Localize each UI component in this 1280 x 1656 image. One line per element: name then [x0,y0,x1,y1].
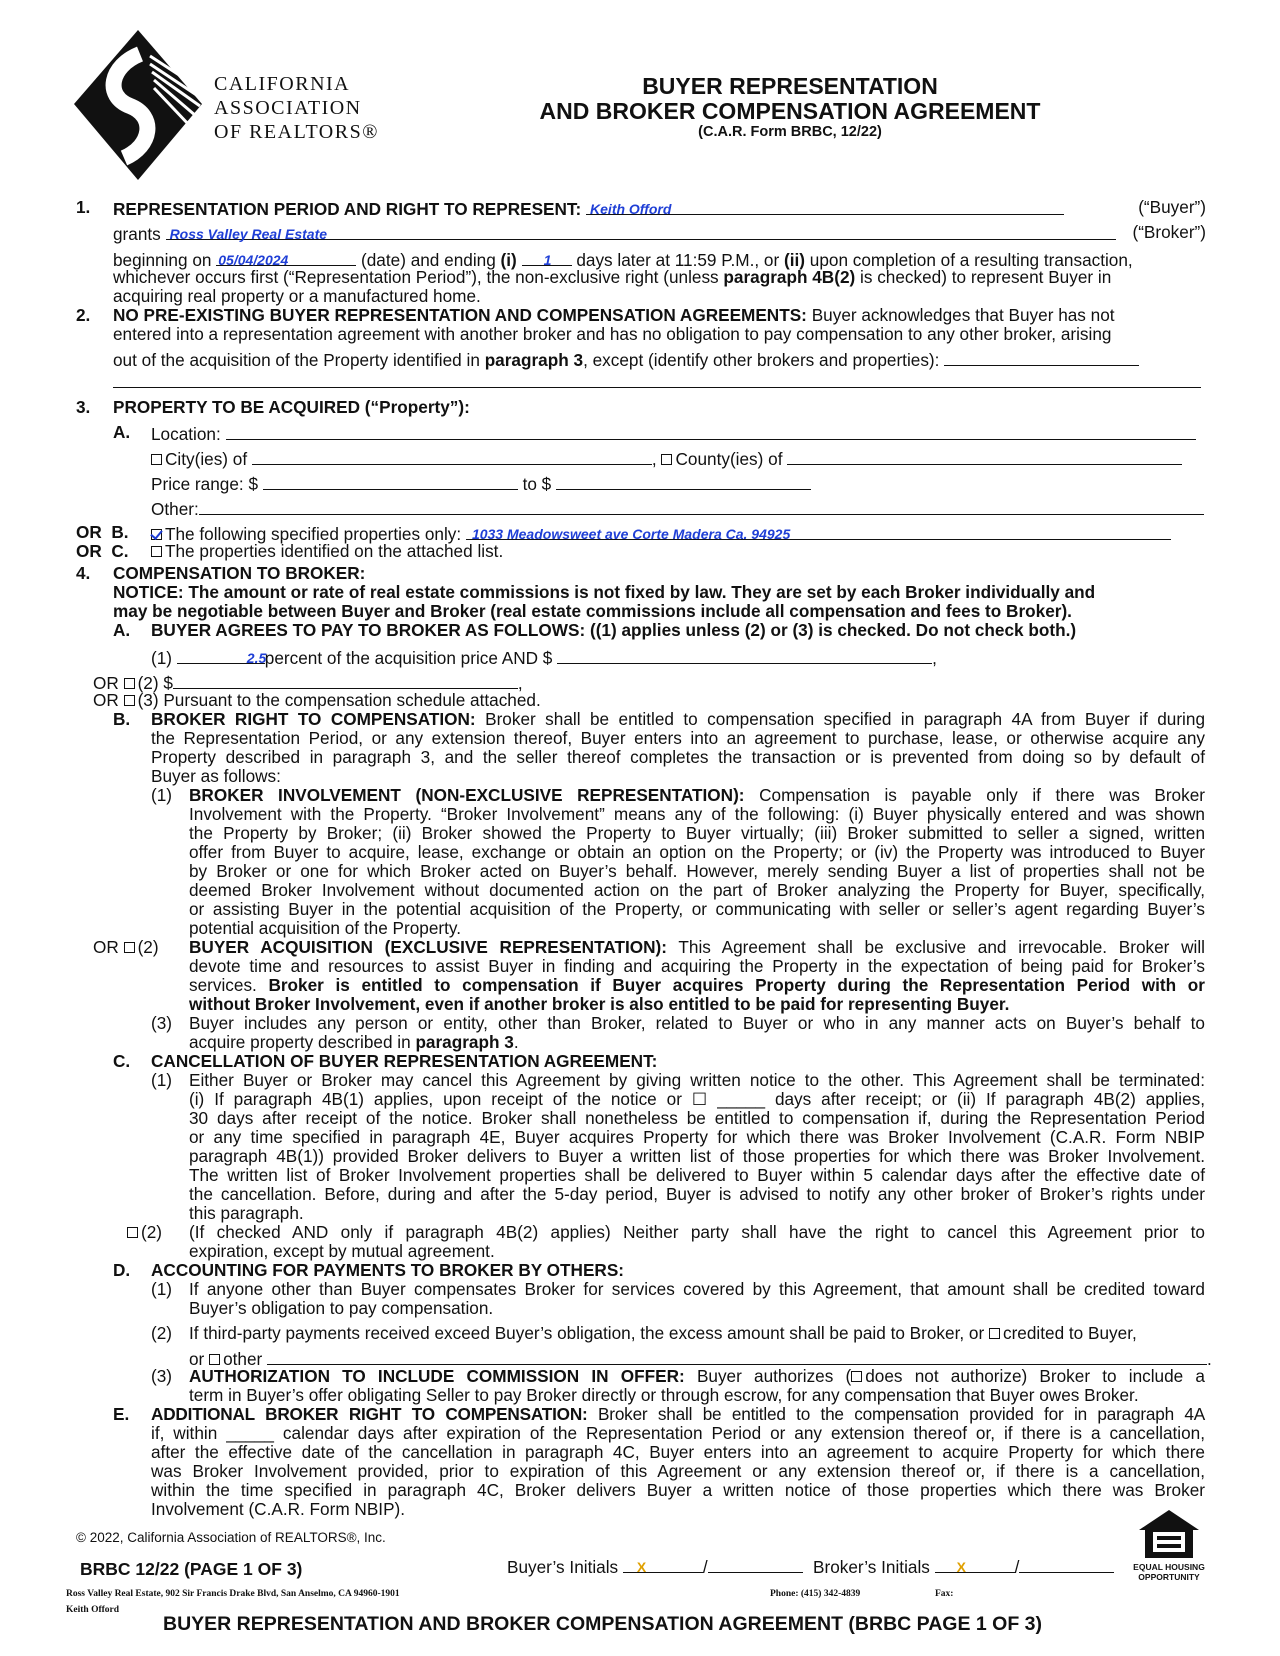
sub-4b1-number: (1) [151,785,173,805]
price-row [151,473,811,494]
option-2-label: (2) $ [137,673,173,693]
office-address: Ross Valley Real Estate, 902 Sir Francis Drake Blvd, San Anselmo, CA 94960-1901 [66,1589,400,1599]
specified-properties-field[interactable] [466,523,1171,540]
compensation-2-row: OR (2) $ , [93,673,523,693]
credited-to-buyer-checkbox[interactable] [989,1328,1000,1339]
buyer-name-value: Keith Offord [590,201,672,217]
attached-list-checkbox[interactable] [151,546,162,557]
date-ending-label: (date) and ending [361,250,496,270]
sub-4c1-line-1: Either Buyer or Broker may cancel this Agreement by giving written notice to the other. This Agreement shall be terminated: [189,1070,1205,1090]
or-label: OR [93,690,119,710]
buyer-initial-mark: X [636,1559,647,1575]
sub-4e-line-3: after the effective date of the cancellation in paragraph 4C, Buyer enters into an agreement to acquire Property for which there [151,1442,1205,1462]
section-3-number: 3. [76,397,91,417]
paragraph-ref: paragraph 4B(2) [723,267,856,287]
number: (2) [141,1222,163,1242]
sub-4b-line-2: the Representation Period, or any extension thereof, Buyer enters into an agreement to purchase, lease, or otherwise acquire any [151,728,1205,748]
text: Compensation is payable only if there was Broker [759,785,1205,805]
or-label: OR [76,522,102,542]
attached-list-label: The properties identified on the attached list. [165,541,504,561]
sub-c-label: C. [111,541,129,561]
bold-text: Broker is entitled to compensation if Buyer acquires Property during the Representation Period with or [268,975,1205,995]
copyright: © 2022, California Association of REALTORS®, Inc. [76,1530,386,1545]
or-label: OR [76,541,102,561]
broker-initials-field-2[interactable] [1019,1556,1114,1573]
sub-4c1-line-5: paragraph 4B(1)) provided Broker delivers to Buyer a written list of those properties for which there was Broker Involvement. [189,1146,1205,1166]
page-code: BRBC 12/22 (PAGE 1 OF 3) [80,1559,303,1579]
sub-4d2-line-2: or other . [189,1349,1212,1369]
option-1-label: (1) [151,648,173,668]
sub-4d2-number: (2) [151,1323,173,1343]
section-4-number: 4. [76,563,91,583]
days-later-label: days later at 11:59 P.M., or [576,250,780,270]
buyer-initials-label: Buyer’s Initials [507,1557,619,1577]
sub-4b1-line-8: potential acquisition of the Property. [189,918,461,938]
sub-4c1-line-3: 30 days after receipt of the notice. Broker shall nonetheless be entitled to compensation if, during the Representation Period [189,1108,1205,1128]
begin-date-field[interactable] [216,249,356,266]
sub-4e-line-5: within the time specified in paragraph 4C, Broker delivers Buyer a written notice of those properties which there was Broker [151,1480,1205,1500]
sub-4d-heading: ACCOUNTING FOR PAYMENTS TO BROKER BY OTHERS: [151,1260,625,1280]
sub-4c1-line-7: the cancellation. Before, during and after the 5-day period, Buyer is advised to notify any other broker of Broker’s rights under [189,1184,1205,1204]
or-b-label [76,523,129,542]
location-label: Location: [151,424,221,444]
option-2-checkbox[interactable] [124,678,135,689]
sub-4e-line-1 [151,1405,1205,1424]
sub-4b1-line-4: offer from Buyer to acquire, lease, exchange or obtain an option on the Property; or (iv) the Property was introduced to Buyer [189,842,1205,862]
notice-line-2: may be negotiable between Buyer and Broker (real estate commissions include all compensation and fees to Broker). [113,601,1072,621]
sub-4c1-line-4: or any time specified in paragraph 4E, Buyer acquires Property for which there was Broker Involvement (C.A.R. Form NBIP [189,1127,1205,1147]
title-line-1: BUYER REPRESENTATION [642,73,938,99]
buyer-initials-field-1[interactable] [623,1556,703,1573]
sub-4b-line-3: Property described in paragraph 3, and the seller thereof completes the transaction or is prevented from doing so by default of [151,747,1205,767]
buyer-initials-field-2[interactable] [708,1556,803,1573]
broker-initial-mark: X [956,1559,966,1575]
sub-4b-line-4: Buyer as follows: [151,766,281,786]
county-checkbox[interactable] [661,454,672,465]
sub-4c-label: C. [113,1051,131,1071]
sub-4d3-heading: AUTHORIZATION TO INCLUDE COMMISSION IN OFFER: [189,1366,685,1386]
days-later-field[interactable] [522,249,572,266]
sub-4b3-line-2: acquire property described in paragraph 3. [189,1032,519,1052]
sub-4b2-line-3 [189,976,1205,995]
sub-4d3-number: (3) [151,1366,173,1386]
text: Buyer acknowledges that Buyer has not [811,305,1115,325]
other-row [151,498,1204,519]
other-brokers-field[interactable] [944,349,1139,366]
sub-4b1-heading: BROKER INVOLVEMENT (NON-EXCLUSIVE REPRESENTATION): [189,785,745,805]
sub-4b-label: B. [113,709,131,729]
text: out of the acquisition of the Property identified in [113,350,480,370]
specified-properties-label: The following specified properties only: [165,524,462,544]
percent-field[interactable] [177,647,265,664]
agent-name: Keith Offord [66,1605,120,1615]
logo-text [214,72,379,144]
sub-4b1-line-2: Involvement with the Property. “Broker Involvement” means any of the following: (i) Buyer physically entered and was shown [189,804,1205,824]
section-1-line-4 [113,268,1111,287]
section-4-heading: COMPENSATION TO BROKER: [113,563,366,583]
broker-initials-label: Broker’s Initials [813,1557,930,1577]
price-min-field[interactable] [263,473,518,490]
sub-4b1-line-3: the Property by Broker; (ii) Broker showed the Property to Buyer virtually; (iii) Broker submitted to seller a signed, written [189,823,1205,843]
city-checkbox[interactable] [151,454,162,465]
section-1-heading: REPRESENTATION PERIOD AND RIGHT TO REPRESENT: [113,199,582,219]
text: other [223,1349,263,1369]
text: This Agreement shall be exclusive and irrevocable. Broker will [678,937,1205,957]
sub-4e-line-6: Involvement (C.A.R. Form NBIP). [151,1499,406,1519]
buyer-name-field[interactable] [586,198,1064,215]
sub-4b2-line-4: without Broker Involvement, even if another broker is also entitled to be paid for representing Buyer. [189,994,1010,1014]
text: , except (identify other brokers and properties): [583,350,940,370]
sub-4b-heading: BROKER RIGHT TO COMPENSATION: [151,709,476,729]
broker-name-field[interactable] [166,223,1116,240]
or-c-label [76,542,129,561]
sub-4d1-number: (1) [151,1279,173,1299]
price-max-field[interactable] [556,473,811,490]
equal-housing-icon [1137,1508,1201,1560]
begin-date-value: 05/04/2024 [218,252,289,268]
other-checkbox[interactable] [209,1354,220,1365]
completion-label: upon completion of a resulting transaction, [809,250,1133,270]
section-2-line-2: entered into a representation agreement with another broker and has no obligation to pay compensation to any other broker, arising [113,324,1112,344]
text: services. [189,975,257,995]
paragraph-ref: paragraph 3 [484,350,584,370]
buyer-initials-row: Buyer’s Initials X / [507,1556,803,1577]
percent-value: 2.5 [246,650,267,666]
logo-line-1: CALIFORNIA [214,73,351,95]
text: whichever occurs first (“Representation Period”), the non-exclusive right (unless [113,267,719,287]
sub-4b1-line-5: by Broker or one for which Broker acted on Buyer’s behalf. However, merely sending Buyer a list of properties shall not be [189,861,1205,881]
section-2-line-1 [113,306,1115,325]
broker-name-value: Ross Valley Real Estate [169,226,328,242]
sub-4b1-line-1 [189,786,1205,805]
sub-4b1-line-7: or assisting Buyer in the potential acquisition of the Property, or communicating with seller or seller’s agent regarding Buyer’s [189,899,1205,919]
sub-4e-heading: ADDITIONAL BROKER RIGHT TO COMPENSATION: [151,1404,588,1424]
grants-label: grants [113,224,161,244]
compensation-1-row: (1) 2.5 percent of the acquisition price AND $ , [151,648,937,668]
sub-4d3-line-1 [189,1367,1205,1386]
sub-4c1-line-8: this paragraph. [189,1203,304,1223]
flat-amount-field[interactable] [557,647,932,664]
logo-line-2: ASSOCIATION [214,97,362,119]
counties-field[interactable] [787,448,1182,465]
sub-4b2-number [93,938,159,957]
other-field[interactable] [199,498,1204,515]
paragraph-ref: paragraph 3 [415,1032,514,1052]
sub-4a-text: BUYER AGREES TO PAY TO BROKER AS FOLLOWS: ((1) applies unless (2) or (3) is checked. Do not check both.) [151,620,1077,640]
other-payment-field[interactable] [267,1348,1207,1365]
percent-label: percent of the acquisition price AND $ [264,648,553,668]
text: acquire property described in [189,1032,411,1052]
number: (2) [137,937,159,957]
option-i-label: (i) [500,250,517,270]
exclusive-checkbox[interactable] [124,942,135,953]
section-1-line-1 [113,198,1206,219]
sub-4d3-line-2: term in Buyer’s offer obligating Seller to pay Broker directly or through escrow, for any compensation that Buyer owes Broker. [189,1385,1139,1405]
specified-properties-value: 1033 Meadowsweet ave Corte Madera Ca. 94925 [471,526,791,542]
specified-properties-checkbox[interactable] [151,529,162,540]
car-logo-mark [70,26,210,184]
section-1-number: 1. [76,197,91,217]
title-line-2: AND BROKER COMPENSATION AGREEMENT [539,98,1041,124]
notice-line-1: NOTICE: The amount or rate of real estate commissions is not fixed by law. They are set by each Broker individually and [113,582,1096,602]
sub-4c1-line-6: The written list of Broker Involvement properties shall be delivered to Buyer within 5 calendar days after the effective date of [189,1165,1205,1185]
logo-line-3: OF REALTORS® [214,121,379,143]
sub-4d1-line-1: If anyone other than Buyer compensates Broker for services covered by this Agreement, that amount shall be credited toward [189,1279,1205,1299]
equal-housing-label: EQUAL HOUSING OPPORTUNITY [1133,1562,1205,1582]
broker-initials-field-1[interactable] [935,1556,1015,1573]
compensation-3-row [93,691,541,710]
text: Broker shall be entitled to compensation specified in paragraph 4A from Buyer if during [485,709,1205,729]
sub-4c2-line-2: expiration, except by mutual agreement. [189,1241,495,1261]
sub-4e-line-2: if, within _____ calendar days after expiration of the Representation Period or any extension thereof or, if there is a cancellation, [151,1423,1205,1443]
text: is checked) to represent Buyer in [860,267,1112,287]
section-1-line-2 [113,223,1206,244]
location-field[interactable] [226,423,1196,440]
text: or [189,1349,205,1369]
sub-4b-line-1 [151,710,1205,729]
section-2-number: 2. [76,305,91,325]
buyer-tag: (“Buyer”) [1138,197,1206,217]
broker-initials-row: Broker’s Initials X / [813,1556,1114,1577]
section-2-line-3 [113,349,1206,370]
option-ii-label: (ii) [783,250,805,270]
sub-4d-label: D. [113,1260,131,1280]
sub-4b1-line-6: deemed Broker Involvement without documented action on the part of Broker analyzing the Property for Buyer, specifically, [189,880,1205,900]
form-code: (C.A.R. Form BRBC, 12/22) [698,124,882,140]
to-label: to $ [522,474,552,494]
cities-field[interactable] [252,448,652,465]
sub-4b3-line-1: Buyer includes any person or entity, other than Broker, related to Buyer or who in any manner acts on Buyer’s behalf to [189,1013,1205,1033]
sub-4e-label: E. [113,1404,130,1424]
sub-b-label: B. [111,522,129,542]
text: credited to Buyer, [1002,1323,1137,1343]
other-brokers-line-2[interactable] [113,387,1201,388]
beginning-label: beginning on [113,250,212,270]
sub-4c2-line-1: (If checked AND only if paragraph 4B(2) applies) Neither party shall have the right to cancel this Agreement prior to [189,1222,1205,1242]
office-phone: Phone: (415) 342-4839 [770,1589,861,1599]
page-title [490,74,1090,141]
text: does not authorize) Broker to include a [865,1366,1205,1386]
section-1-line-5: acquiring real property or a manufactured home. [113,286,481,306]
option-3-checkbox[interactable] [124,695,135,706]
sub-4c-heading: CANCELLATION OF BUYER REPRESENTATION AGREEMENT: [151,1051,658,1071]
text: If third-party payments received exceed Buyer’s obligation, the excess amount shall be paid to Broker, or [189,1323,985,1343]
sub-4b2-heading: BUYER ACQUISITION (EXCLUSIVE REPRESENTATION): [189,937,667,957]
cities-row: City(ies) of , County(ies) of [151,448,1182,469]
location-row [151,423,1206,444]
sub-4c1-line-2: (i) If paragraph 4B(1) applies, upon receipt of the notice or ☐ _____ days after receipt; or (ii) If paragraph 4B(2) applies, [189,1089,1205,1109]
counties-label: County(ies) of [675,449,783,469]
section-3-heading: PROPERTY TO BE ACQUIRED (“Property”): [113,397,470,417]
days-later-value: 1 [543,252,552,268]
attached-list-row [151,542,503,561]
sub-4b3-number: (3) [151,1013,173,1033]
or-label: OR [93,673,119,693]
text: Buyer authorizes ( [696,1366,852,1386]
or-label: OR [93,937,119,957]
no-cancel-checkbox[interactable] [127,1227,138,1238]
text: Broker shall be entitled to the compensation provided for in paragraph 4A [598,1404,1206,1424]
cities-label: City(ies) of [165,449,248,469]
sub-4c1-number: (1) [151,1070,173,1090]
sub-4d2-line-1 [189,1324,1137,1343]
not-authorize-checkbox[interactable] [851,1371,862,1382]
sub-4d1-line-2: Buyer’s obligation to pay compensation. [189,1298,494,1318]
sub-4a-label: A. [113,620,131,640]
sub-4b2-line-2: devote time and resources to assist Buyer in finding and acquiring the Property in the expectation of being paid for Broker’s [189,956,1205,976]
price-label: Price range: $ [151,474,259,494]
section-2-heading: NO PRE-EXISTING BUYER REPRESENTATION AND COMPENSATION AGREEMENTS: [113,305,807,325]
option-3-label: (3) Pursuant to the compensation schedule attached. [137,690,541,710]
office-fax: Fax: [935,1589,954,1599]
broker-tag: (“Broker”) [1132,222,1206,242]
other-label: Other: [151,499,199,519]
sub-4b2-line-1 [189,938,1205,957]
fixed-amount-field[interactable] [173,672,518,689]
sub-4e-line-4: was Broker Involvement provided, prior to expiration of this Agreement or any extension thereof or, if there is a cancellation, [151,1461,1205,1481]
sub-4c2-number [127,1223,162,1242]
bottom-title: BUYER REPRESENTATION AND BROKER COMPENSATION AGREEMENT (BRBC PAGE 1 OF 3) [163,1613,1042,1635]
sub-a-label: A. [113,422,131,442]
